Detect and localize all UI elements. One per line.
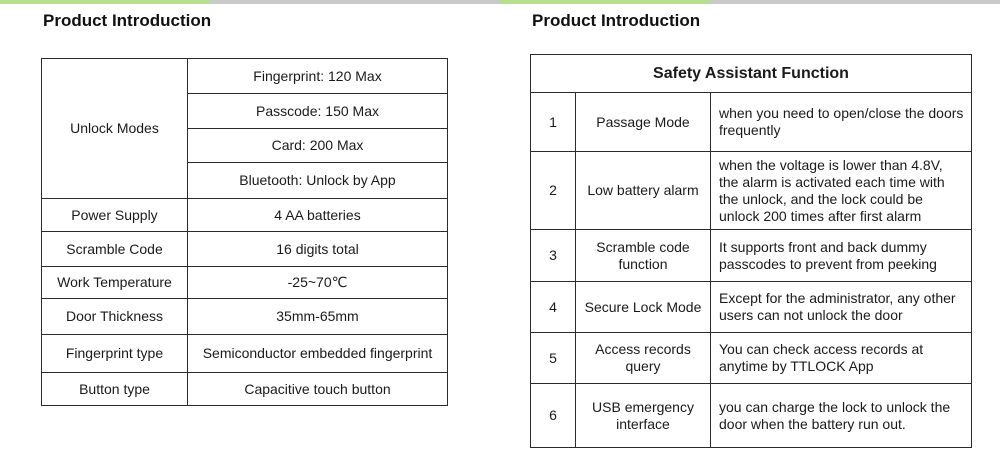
function-number: 5 [531, 333, 576, 384]
function-description: you can charge the lock to unlock the door when the battery run out. [711, 384, 972, 448]
unlock-mode-fingerprint: Fingerprint: 120 Max [188, 59, 448, 94]
top-bar-green-left [0, 0, 210, 4]
table-row [531, 282, 972, 333]
function-description: It supports front and back dummy passcodes to prevent from peeking [711, 230, 972, 282]
unlock-modes-label: Unlock Modes [42, 59, 188, 199]
function-name: USB emergency interface [576, 384, 711, 448]
table-row [42, 232, 448, 267]
function-description: Except for the administrator, any other users can not unlock the door [711, 282, 972, 333]
table-row [42, 299, 448, 335]
left-section-title: Product Introduction [43, 11, 212, 30]
function-name: Secure Lock Mode [576, 282, 711, 333]
function-number: 2 [531, 152, 576, 230]
top-accent-bar [0, 0, 1000, 4]
unlock-mode-card: Card: 200 Max [188, 129, 448, 163]
spec-label: Button type [42, 373, 188, 406]
safety-table-title: Safety Assistant Function [531, 55, 972, 93]
function-description: when the voltage is lower than 4.8V, the alarm is activated each time with the unlock, and the lock could be unlock 200 times after first alarm [711, 152, 972, 230]
function-description: You can check access records at anytime by TTLOCK App [711, 333, 972, 384]
top-bar-gray-right [710, 0, 1000, 4]
function-name: Access records query [576, 333, 711, 384]
table-header-row [531, 55, 972, 93]
function-number: 6 [531, 384, 576, 448]
spec-value: Capacitive touch button [188, 373, 448, 406]
specifications-table [41, 58, 448, 406]
function-number: 3 [531, 230, 576, 282]
spec-value: 4 AA batteries [188, 199, 448, 232]
table-row [42, 373, 448, 406]
spec-value: 16 digits total [188, 232, 448, 267]
spec-label: Power Supply [42, 199, 188, 232]
table-row [42, 335, 448, 373]
function-number: 1 [531, 93, 576, 152]
spec-value: Semiconductor embedded fingerprint [188, 335, 448, 373]
spec-value: 35mm-65mm [188, 299, 448, 335]
right-section-title: Product Introduction [532, 11, 701, 30]
spec-label: Scramble Code [42, 232, 188, 267]
function-name: Scramble code function [576, 230, 711, 282]
top-bar-green-right [500, 0, 710, 4]
spec-label: Work Temperature [42, 267, 188, 299]
spec-value: -25~70℃ [188, 267, 448, 299]
unlock-mode-bluetooth: Bluetooth: Unlock by App [188, 163, 448, 199]
table-row [531, 93, 972, 152]
table-row [531, 384, 972, 448]
table-row [42, 267, 448, 299]
spec-label: Fingerprint type [42, 335, 188, 373]
top-bar-gray-left [210, 0, 500, 4]
function-number: 4 [531, 282, 576, 333]
unlock-mode-passcode: Passcode: 150 Max [188, 94, 448, 129]
safety-assistant-table [530, 54, 972, 448]
table-row [531, 152, 972, 230]
function-name: Passage Mode [576, 93, 711, 152]
table-row [42, 199, 448, 232]
table-row [531, 333, 972, 384]
function-name: Low battery alarm [576, 152, 711, 230]
spec-label: Door Thickness [42, 299, 188, 335]
function-description: when you need to open/close the doors frequently [711, 93, 972, 152]
table-row [42, 59, 448, 94]
table-row [531, 230, 972, 282]
